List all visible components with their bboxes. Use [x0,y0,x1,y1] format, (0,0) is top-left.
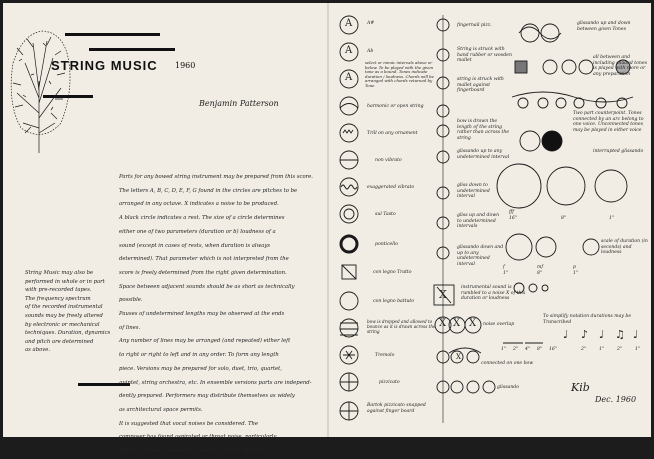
scale-f-circle [506,234,532,260]
side-note-line: String Music may also be [25,270,94,276]
side-note-line: of the recorded instrumental [25,304,103,311]
duration-value: 1" [501,347,507,352]
instruction-line: score is freely determined from the right given determination. [119,269,287,276]
duration-value: 2" [617,347,623,352]
shaded-tone-symbol [515,61,527,73]
duration-value: 1" [635,347,641,352]
noise-x-mark: X [439,318,447,329]
label-bartok-pizzicato: Bartok pizzicato snapped against finger board [367,403,426,414]
label-noise-overlap: noise overlap [483,322,515,327]
instruction-line: possible. [119,297,143,304]
duration-value: 2" [513,347,519,352]
instruction-line: Any number of lines may be arranged (and repeated) either left [119,338,291,345]
side-note-line: performed in whole or in part [25,278,105,285]
label-harmonic: harmonic or open string [367,104,424,109]
label-simplify-notation: To simplify notation durations may be Transcribed [543,314,632,325]
label-shaded-tones: all between and including shaded tones is played with more or any preparation [593,55,647,77]
label-bow-length: bow is drawn the length of the string rather than across the string [457,119,510,141]
pitch-letter-a: A [345,18,353,29]
label-fingernail-pizz: fingernail pizz. [457,23,492,28]
con-legno-battuto-symbol [340,292,358,310]
label-pizzicato: pizzicato [379,380,400,385]
label-mallet-strike: String is struck with hand rubber or wooden mallet [457,47,512,64]
author-signature: Benjamin Patterson [199,99,279,108]
duration-value: 2" [581,347,587,352]
label-exaggerated-vibrato: exaggerated vibrato [367,185,415,190]
bow-dropped-symbol [340,319,358,337]
instruction-line: Parts for any bowed string instrument may be prepared from this score. [119,174,313,180]
instruction-line: to right or right to left and in any order. To form any length [119,352,279,359]
score-sheet [3,3,651,455]
instruction-line: sound (except in cases of rests, when duration is always [119,242,271,249]
label-a-flat: Ab [367,49,374,54]
pitch-letter-a: A [345,45,353,56]
instruction-line: composer has found aspirated or throat noise, particularly [119,434,277,441]
music-note-icon: ♩ [599,328,605,341]
side-note-line: techniques. Duration, dynamics [25,330,111,337]
scale-label: 8" [537,271,543,276]
music-note-icon: ♩ [563,328,569,341]
noise-x-mark: X [469,318,477,329]
label-con-legno-battuto: con legno battuto [373,299,415,304]
scale-mf-circle [536,237,556,257]
scale-8-circle [595,170,627,202]
duration-value: 1" [599,347,605,352]
duration-value: 8" [537,347,543,352]
label-trill: Trill on any ornament [367,131,418,136]
label-sul-tasto: sul Tasto [375,212,396,217]
noise-x-mark: X [453,318,461,329]
label-bow-dropped: bow is dropped and allowed to bounce as it is drawn across the string [367,319,436,334]
music-note-icon: ♩ [633,328,639,341]
ponticello-symbol [341,236,357,252]
scale-label: p [573,265,576,270]
notation-symbols [3,3,651,437]
instruction-line: Space between adjacent sounds should be as short as technically [119,283,295,290]
scale-label: f [503,265,505,270]
label-gliss-up-down: gliss up and down to undetermined intervals [457,213,500,230]
instruction-line: arranged in any octave. X indicates a noise to be produced. [119,201,279,208]
instruction-line: quintet, string orchestra, etc. In ensemble versions parts are independ- [119,379,312,386]
label-a-sharp: A# [367,21,375,26]
rest-symbol [542,131,562,151]
composer-initials: Kib [571,381,590,394]
scale-p-circle [583,239,599,255]
side-note-line: sounds may be freely altered [25,312,103,319]
scale-label: 8" [561,216,567,221]
label-scale: scale of duration (in seconds) and loudness [601,239,648,256]
instruction-line: The letters A, B, C, D, E, F, G found in the circles are pitches to be [119,187,298,194]
instruction-line: determined). That parameter which is not interpreted from the [119,256,289,263]
scale-label: 16" [509,216,517,221]
label-connected: connected on one bow [481,361,534,366]
title-year: 1960 [175,61,196,70]
label-ponticello: ponticello [375,242,398,247]
instruction-line: Pauses of undetermined lengths may be observed at the ends [119,311,285,318]
sul-tasto-symbol [340,205,358,223]
label-con-legno-tratto: con legno Tratto [373,270,412,275]
music-note-icon: ♫ [615,328,625,341]
counterpoint-symbol [518,98,528,108]
label-counterpoint: Two part counterpoint. Tones connected by an arc belong to one voice. Unconnected tones may be played in either voice [573,111,644,133]
label-gliss-down: gliss down to undetermined interval [457,183,490,200]
music-note-icon: ♪ [581,328,589,341]
open-circle-symbol [520,131,540,151]
duration-value: 4" [525,347,531,352]
instruction-line: as architectural space permits. [119,406,203,413]
trill-symbol [340,124,358,142]
label-noise-rumble: instrumental sound is rumbled to a noise X of this duration or loudness [461,285,526,302]
label-interval: select or mimic intervals above or below. To be played with the given tone as a bound. Tones indicate duration / loudness. Chords will be arranged with chords returned by Tone [365,60,434,88]
duration-value: 16" [549,347,557,352]
page-title: STRING MUSIC [51,58,158,73]
instruction-line: piece. Versions may be prepared for solo, duet, trio, quartet, [119,365,282,372]
pitch-letter-a: A [345,72,353,83]
label-non-vibrato: non vibrato [375,158,402,163]
side-note-line: by electronic or mechanical [25,321,100,328]
instruction-line: A black circle indicates a rest. The size of a circle determines [119,215,285,222]
instruction-line: It is suggested that vocal noises be considered. The [119,420,259,427]
scale-label: 1" [609,216,615,221]
scale-label: 1" [503,271,509,276]
scale-label: mf [537,265,544,270]
noise-x-mark: X [456,353,461,361]
side-note-line: The frequency spectrum [25,295,91,302]
noise-x-mark: X [439,288,447,301]
side-note-line: with pre-recorded tapes. [25,287,92,294]
instruction-line: effective; Hissss, ssssshhhh, Aaaaah, Kchkch, ffffff, etc. [119,448,268,455]
label-mallet-fingerboard: string is struck with mallet against fingerboard [457,77,504,94]
label-gliss-up: glissando up to any undetermined interval [457,149,510,160]
composition-date: Dec. 1960 [595,395,637,404]
label-interrupted-gliss: interrupted glissando [593,149,644,154]
scale-16-circle [547,167,585,205]
label-gliss-between: glissando up and down between given Tones [577,21,631,32]
instruction-line: dently prepared. Performers may distribute themselves as widely [119,393,295,400]
label-tremolo: Tremolo [375,353,395,358]
label-gliss-down-up: glissando down and up to any undetermined interval [457,245,504,267]
scale-label: 1" [573,271,579,276]
label-glissando: glissando [497,385,519,390]
side-note-line: and pitch are determined [25,338,94,345]
instruction-line: either one of two parameters (duration or b) loudness of a [119,228,276,235]
side-note-line: as above. [25,347,51,354]
scale-label: fff [509,210,514,215]
instruction-line: of lines. [119,324,141,331]
